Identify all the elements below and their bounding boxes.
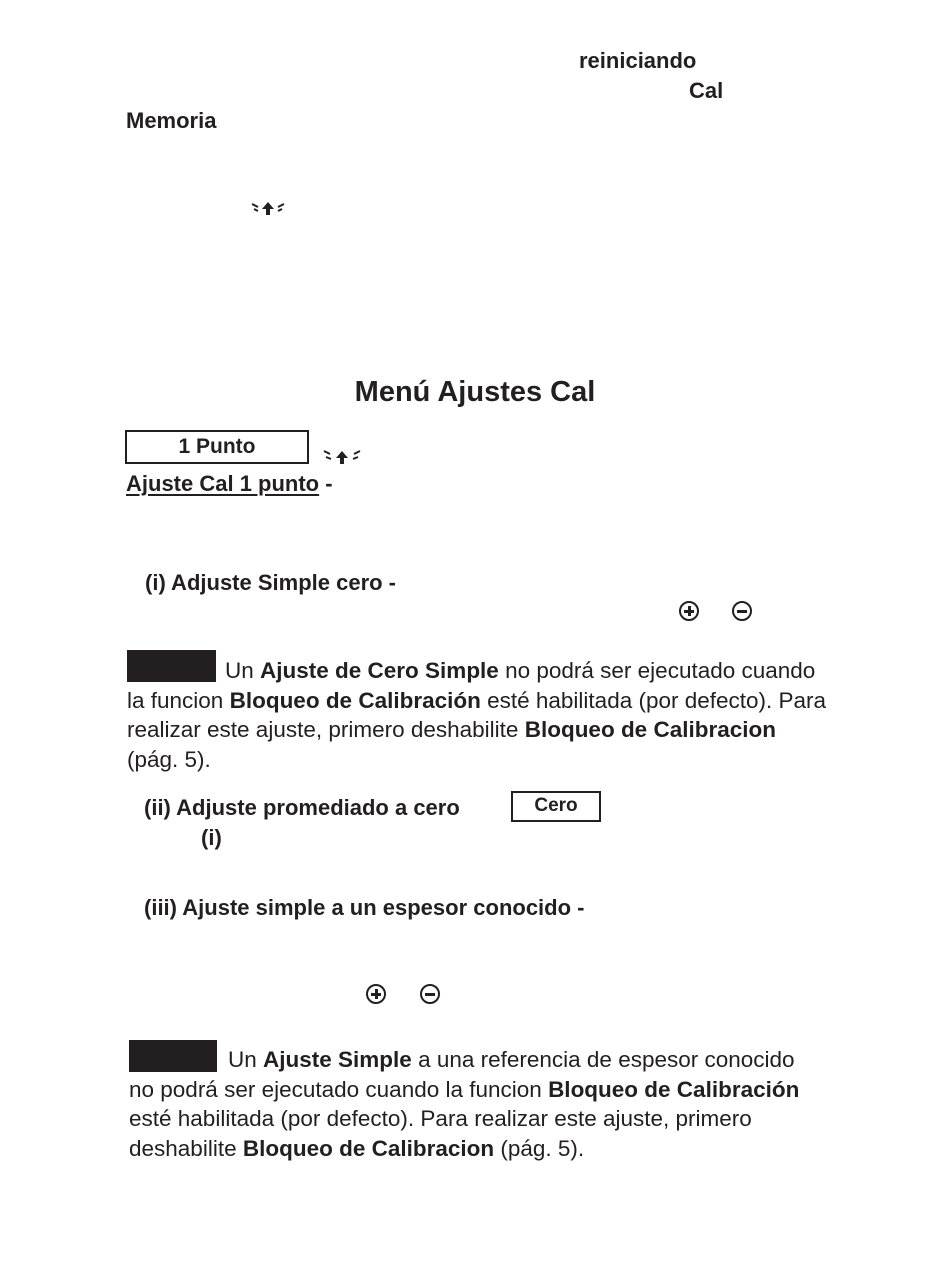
adjust-heading-underlined: Ajuste Cal 1 punto [126,471,320,496]
one-point-box: 1 Punto [125,430,309,464]
item-iii-heading: (iii) Ajuste simple a un espesor conocido - [144,895,585,920]
note-paragraph-2: Un Ajuste Simple a una referencia de espesor conocido no podrá ser ejecutado cuando la funcion Bloqueo de Calibración esté habilitada (por defecto). Para realizar este ajuste, primero deshabilite Bloqueo de Calibracion (pág. 5). [129,1047,800,1162]
cal-label: Cal [689,78,724,103]
up-arrow-sparkle-icon [250,198,290,216]
adjust-heading-dash: - [325,471,333,496]
item-ii-ref: (i) [201,825,222,850]
memoria-label: Memoria [126,108,217,133]
plus-circle-icon [679,601,699,621]
item-i-heading: (i) Adjuste Simple cero - [145,570,397,595]
up-arrow-sparkle-icon [322,447,362,465]
adjust-heading [126,471,333,497]
minus-circle-icon [420,984,440,1004]
item-ii-heading: (ii) Adjuste promediado a cero [144,795,460,820]
reiniciando-label: reiniciando [579,48,697,73]
plus-circle-icon [366,984,386,1004]
minus-circle-icon [732,601,752,621]
section-title: Menú Ajustes Cal [354,376,596,408]
note-paragraph-1: Un Ajuste de Cero Simple no podrá ser ejecutado cuando la funcion Bloqueo de Calibración esté habilitada (por defecto). Para realizar este ajuste, primero deshabilite Bloqueo de Calibracion (pág. 5). [127,658,827,773]
cero-box: Cero [511,791,601,822]
